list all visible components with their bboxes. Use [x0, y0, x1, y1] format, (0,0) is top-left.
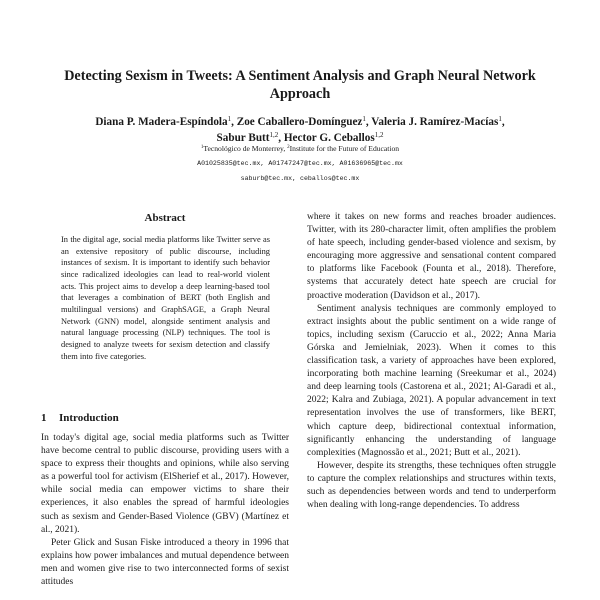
author-affil: 1 [227, 115, 232, 123]
paragraph: Peter Glick and Susan Fiske introduced a theory in 1996 that explains how power imbalances and mutual dependence between men and women give rise to two interconnected forms of sexist attitudes [41, 537, 289, 588]
abstract-heading: Abstract [144, 212, 186, 224]
paragraph: In today's digital age, social media platforms such as Twitter have become central to public discourse, providing users with a space to express their thoughts and opinions, while also serving as a powerful tool for activism (ElSherief et al., 2017). However, while social media can empower victims to share their experiences, it also enables the spread of harmful ideologies such as sexism and Gender-Based Violence (GBV) (Martínez et al., 2021). [41, 433, 289, 535]
author-affil: 1,2 [374, 131, 384, 139]
author-emails: A01025835@tec.mx, A01747247@tec.mx, A01636965@tec.mx [197, 160, 403, 167]
paper-title: Detecting Sexism in Tweets: A Sentiment Analysis and Graph Neural Network Approach [64, 68, 536, 102]
paragraph: where it takes on new forms and reaches broader audiences. Twitter, with its 280-character limit, often amplifies the problem of hate speech, including gender-based violence and sexism, by encouraging more aggressive and sensational content compared to platforms like Facebook (Founta et al., 2018). Therefore, systems that accurately detect hate speech are crucial for proactive moderation (Davidson et al., 2017). [307, 212, 556, 301]
affil-number: 1 [200, 145, 204, 150]
paragraph: However, despite its strengths, these techniques often struggle to capture the complex relationships and structures within texts, such as dependencies between words and tend to underperform when dealing with long-range dependencies. To address [307, 460, 556, 511]
author-affil: 1,2 [269, 131, 279, 139]
affil-name: Tecnológico de Monterrey, [203, 144, 286, 153]
section-title: Introduction [59, 412, 119, 424]
author-name: Zoe Caballero-Domínguez [236, 116, 363, 128]
affil-name: Institute for the Future of Education [289, 144, 400, 153]
paragraph: Sentiment analysis techniques are commonly employed to extract insights about the public sentiment on a wide range of topics, including sexism (Caruccio et al., 2022; Anna Maria Górska and Jemielniak, 2023). When it comes to this classification task, a variety of approaches have been explored, incorporating both machine learning (Sreekumar et al., 2024) and deep learning tools (Castorena et al., 2021; Al-Garadi et al., 2022; Kalra and Zubiaga, 2021). A popular advancement in text representation involves the use of transformers, like BERT, which capture deep, bidirectional contextual information, significantly enhancing the understanding of language complexities (Magnossão et al., 2021; Butt et al., 2021). [307, 303, 556, 458]
affil-number: 2 [287, 145, 290, 150]
section-heading-introduction [41, 411, 289, 425]
author-name: Diana P. Madera-Espíndola [95, 116, 228, 128]
author-name: Sabur Butt [216, 132, 270, 144]
section-number: 1 [41, 412, 47, 424]
author-affil: 1 [498, 115, 502, 123]
abstract-body: In the digital age, social media platforms like Twitter serve as an extensive repository of public discourse, including instances of sexism. It is important to identify such behavior since radicalized ideologies can lead to real-world violent acts. This project aims to develop a deep learning-based tool that leverages a combination of BERT (both English and multilingual versions) and GraphSAGE, a Graph Neural Network (GNN) model, alongside sentiment analysis and natural language processing (NLP) techniques. The tool is designed to analyze tweets for sexism detection and classify them into five categories. [61, 235, 270, 361]
introduction-right-column [307, 211, 556, 512]
introduction-left-column [41, 432, 289, 589]
author-list: Diana P. Madera-Espíndola$^1$, Zoe Caballero-Domínguez$^1$, Valeria J. Ramírez-Macías$^1$, Sabur Butt$^{1,2}$, Hector G. Ceballos$^{1,2}$ [95, 115, 505, 144]
author-name: Hector G. Ceballos [283, 132, 375, 144]
author-affil: 1 [362, 115, 366, 123]
author-emails: saburb@tec.mx, ceballos@tec.mx [240, 175, 360, 182]
affiliations [60, 144, 540, 154]
author-name: Valeria J. Ramírez-Macías [371, 116, 499, 128]
